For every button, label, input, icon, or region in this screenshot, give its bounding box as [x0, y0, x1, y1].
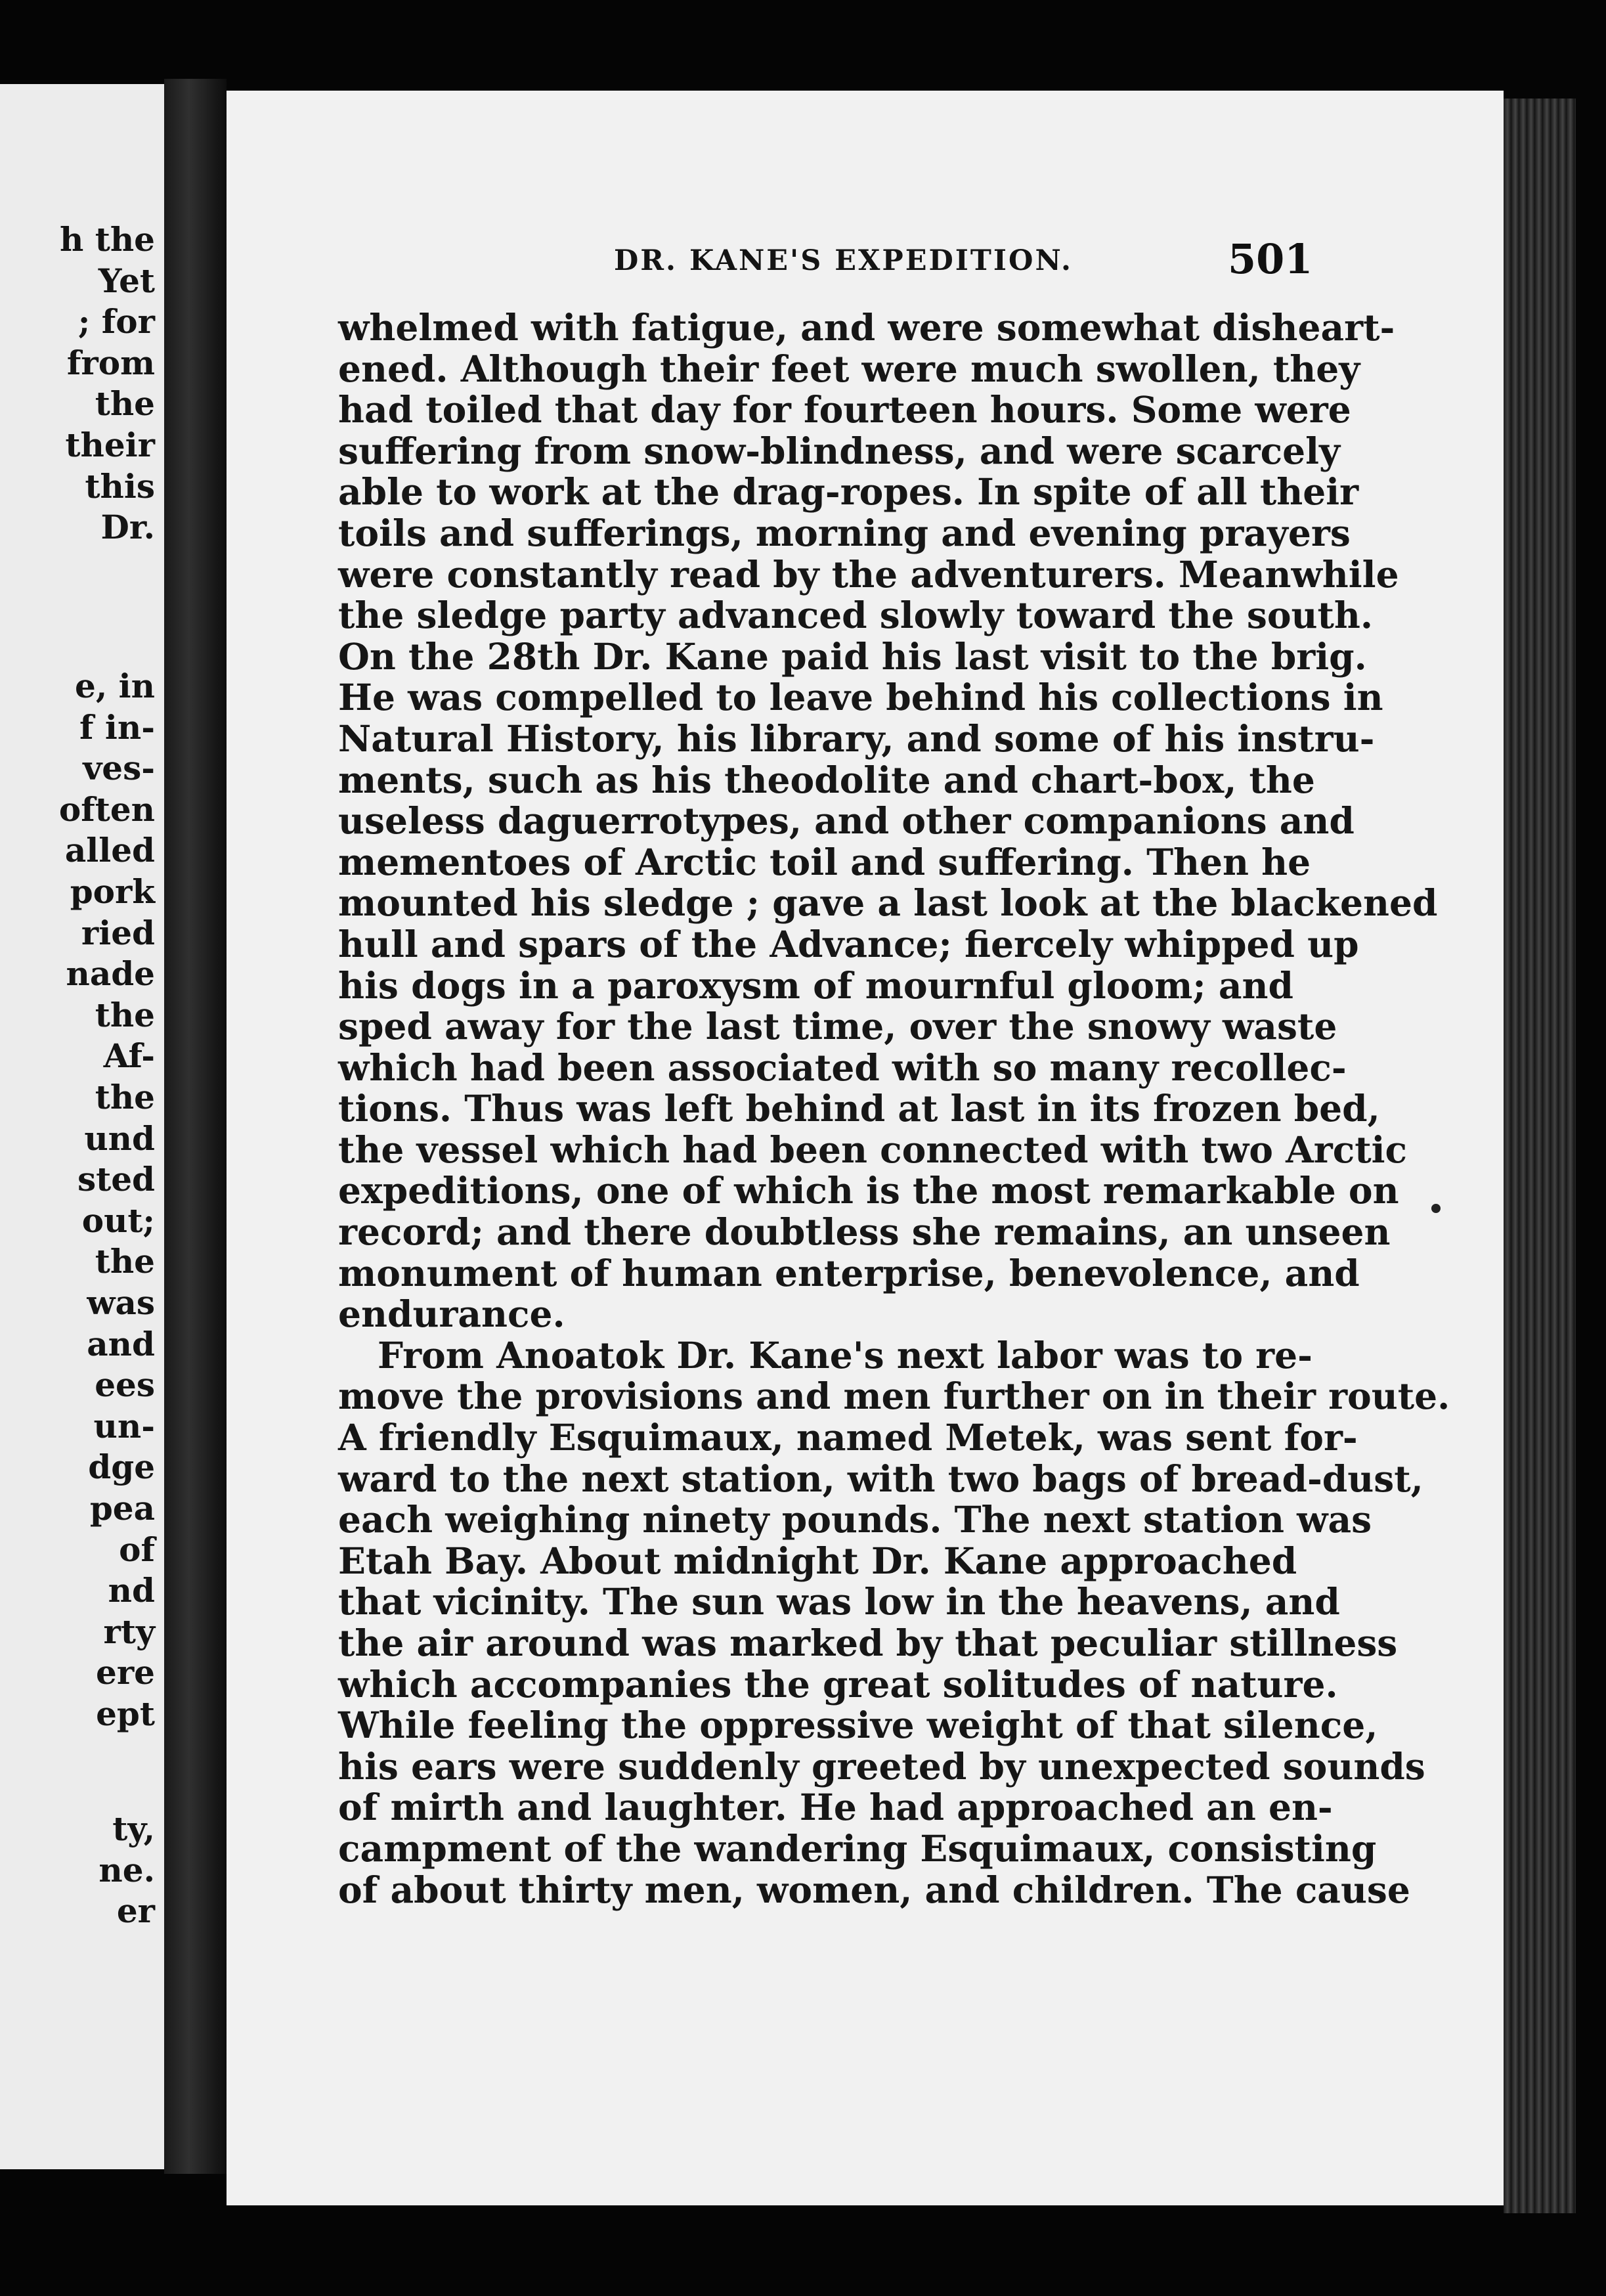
facing-page-fragment: the: [95, 995, 155, 1034]
text-line: tions. Thus was left behind at last in its frozen bed,: [338, 1087, 1380, 1130]
text-line: the sledge party advanced slowly toward the south.: [338, 594, 1374, 637]
text-line: that vicinity. The sun was low in the heavens, and: [338, 1580, 1340, 1623]
text-line: sped away for the last time, over the snowy waste: [338, 1005, 1337, 1048]
facing-page-fragment: alled: [64, 831, 155, 870]
text-line: the vessel which had been connected with two Arctic: [338, 1128, 1408, 1171]
text-line: which had been associated with so many recollec-: [338, 1046, 1347, 1089]
facing-page-fragment: e, in: [75, 667, 155, 705]
facing-page-fragment: the: [95, 1242, 155, 1281]
facing-page-fragment: ne.: [98, 1850, 155, 1889]
facing-page-fragment: Af-: [103, 1036, 155, 1076]
text-line: Natural History, his library, and some of his instru-: [338, 717, 1375, 760]
text-line: hull and spars of the Advance; fiercely whipped up: [338, 922, 1359, 965]
text-line: monument of human enterprise, benevolence, and: [338, 1251, 1360, 1294]
text-line: On the 28th Dr. Kane paid his last visit to the brig.: [338, 634, 1367, 678]
page-header: [227, 235, 1504, 288]
text-line: Etah Bay. About midnight Dr. Kane approached: [338, 1539, 1297, 1582]
facing-page-fragment: ried: [81, 913, 155, 952]
ink-speck: [1431, 1204, 1441, 1213]
text-line: mounted his sledge ; gave a last look at the blackened: [338, 881, 1438, 925]
facing-page-fragment: and: [87, 1324, 155, 1363]
facing-page-fragment: from: [66, 343, 155, 382]
text-line: record; and there doubtless she remains, an unseen: [338, 1210, 1391, 1254]
facing-page-fragment: Yet: [98, 261, 155, 300]
facing-page-fragment: out;: [81, 1201, 155, 1240]
facing-page-fragment: ty,: [112, 1809, 155, 1848]
facing-page-fragment: this: [85, 466, 155, 506]
text-line: able to work at the drag-ropes. In spite of all their: [338, 470, 1359, 514]
text-line: his dogs in a paroxysm of mournful gloom; and: [338, 963, 1293, 1007]
text-line: ward to the next station, with two bags of bread-dust,: [338, 1457, 1423, 1500]
facing-page-fragment: nd: [108, 1571, 155, 1610]
book-page: [227, 91, 1504, 2205]
facing-page-fragment: their: [65, 426, 155, 464]
text-line: each weighing ninety pounds. The next station was: [338, 1498, 1372, 1541]
facing-page-fragment: the: [95, 384, 155, 424]
text-line: From Anoatok Dr. Kane's next labor was to re-: [378, 1333, 1313, 1377]
text-line: whelmed with fatigue, and were somewhat disheart-: [338, 306, 1395, 349]
facing-page-fragment: of: [119, 1530, 155, 1569]
facing-page-fragment: ves-: [83, 749, 155, 788]
facing-page-fragment: nade: [66, 954, 155, 994]
text-line: the air around was marked by that peculiar stillness: [338, 1622, 1398, 1664]
text-line: toils and sufferings, morning and evening prayers: [338, 511, 1351, 554]
facing-page-fragment: f in-: [79, 707, 155, 747]
text-line: suffering from snow-blindness, and were scarcely: [338, 429, 1341, 472]
facing-page-fragment: ees: [95, 1365, 155, 1405]
text-line: He was compelled to leave behind his collections in: [338, 676, 1383, 719]
facing-page-fragment: dge: [88, 1447, 155, 1487]
facing-page-fragment: er: [116, 1891, 155, 1931]
running-head: DR. KANE'S EXPEDITION.: [614, 244, 1073, 277]
facing-page-fragment: ept: [96, 1694, 155, 1733]
text-line: move the provisions and men further on in their route.: [338, 1375, 1450, 1418]
facing-page-fragment: was: [87, 1283, 155, 1322]
text-line: ments, such as his theodolite and chart-box, the: [338, 758, 1315, 801]
text-line: of mirth and laughter. He had approached an en-: [338, 1786, 1333, 1829]
facing-page-fragment: the: [95, 1078, 155, 1116]
facing-page-fragment: pork: [70, 872, 155, 911]
text-line: While feeling the oppressive weight of that silence,: [338, 1704, 1378, 1747]
text-line: endurance.: [338, 1292, 565, 1336]
facing-page-fragment: pea: [89, 1489, 155, 1528]
text-line: his ears were suddenly greeted by unexpected sounds: [338, 1744, 1425, 1788]
facing-page-fragment: often: [58, 789, 155, 829]
page-number: 501: [1228, 235, 1313, 283]
facing-page-fragment: und: [84, 1118, 155, 1158]
text-line: campment of the wandering Esquimaux, consisting: [338, 1826, 1377, 1870]
facing-page-fragment: ere: [96, 1653, 155, 1692]
facing-page-fragment: rty: [103, 1612, 155, 1651]
text-line: which accompanies the great solitudes of nature.: [338, 1662, 1338, 1706]
facing-page-fragment: h the: [59, 220, 155, 259]
facing-page-fragment: sted: [77, 1160, 155, 1199]
text-line: had toiled that day for fourteen hours. Some were: [338, 388, 1351, 431]
page-edge: [1504, 99, 1576, 2213]
body-text: [338, 306, 1450, 1911]
facing-page-fragment: ; for: [77, 302, 155, 342]
text-line: A friendly Esquimaux, named Metek, was sent for-: [338, 1416, 1358, 1459]
text-line: were constantly read by the adventurers. Meanwhile: [338, 552, 1399, 596]
facing-page-fragment: Dr.: [100, 508, 155, 547]
book-gutter: [164, 79, 227, 2174]
facing-page-fragment: un-: [93, 1406, 155, 1446]
text-line: ened. Although their feet were much swollen, they: [338, 347, 1360, 390]
text-line: useless daguerrotypes, and other companions and: [338, 799, 1355, 843]
text-line: expeditions, one of which is the most remarkable on: [338, 1169, 1399, 1212]
text-line: of about thirty men, women, and children. The cause: [338, 1868, 1410, 1911]
facing-page: [0, 84, 164, 2169]
text-line: mementoes of Arctic toil and suffering. Then he: [338, 840, 1311, 883]
